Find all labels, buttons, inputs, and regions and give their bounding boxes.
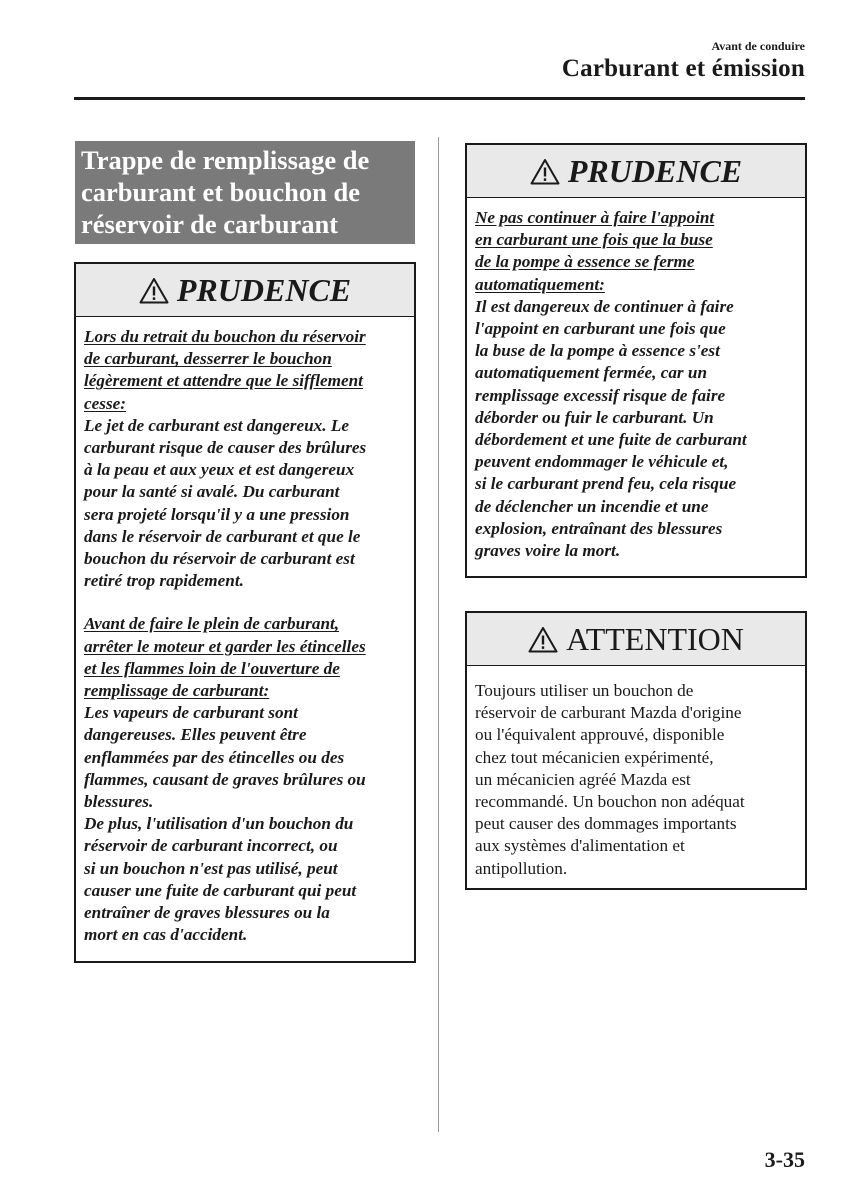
section-title-line: réservoir de carburant xyxy=(81,209,339,239)
paragraph-gap xyxy=(84,592,406,613)
body-line: De plus, l'utilisation d'un bouchon du xyxy=(84,814,354,834)
warning-triangle-icon xyxy=(139,277,169,304)
body-line: automatiquement fermée, car un xyxy=(475,363,708,383)
body-line: la buse de la pompe à essence s'est xyxy=(475,341,720,361)
body-line: ou l'équivalent approuvé, disponible xyxy=(475,725,725,745)
section-title-line: carburant et bouchon de xyxy=(81,177,361,207)
running-header-section: Avant de conduire xyxy=(711,39,805,53)
underlined-line: légèrement et attendre que le sifflement xyxy=(84,371,363,391)
body-line: si un bouchon n'est pas utilisé, peut xyxy=(84,858,338,878)
body-line: débordement et une fuite de carburant xyxy=(475,430,747,450)
body-line: aux systèmes d'alimentation et xyxy=(475,836,685,856)
body-line: mort en cas d'accident. xyxy=(84,925,248,945)
body-line: réservoir de carburant Mazda d'origine xyxy=(475,703,742,723)
body-line: antipollution. xyxy=(475,858,568,878)
body-line: retiré trop rapidement. xyxy=(84,571,244,591)
underlined-line: de carburant, desserrer le bouchon xyxy=(84,349,332,369)
body-line: recommandé. Un bouchon non adéquat xyxy=(475,792,745,812)
body-line: Toujours utiliser un bouchon de xyxy=(475,681,694,700)
body-line: à la peau et aux yeux et est dangereux xyxy=(84,460,355,480)
underlined-line: Avant de faire le plein de carburant, xyxy=(84,614,340,634)
caution-heading-label: PRUDENCE xyxy=(567,153,743,189)
body-line: dans le réservoir de carburant et que le xyxy=(84,526,361,546)
body-line: dangereuses. Elles peuvent être xyxy=(84,725,307,745)
underlined-line: Ne pas continuer à faire l'appoint xyxy=(475,208,715,227)
attention-body xyxy=(467,666,805,880)
body-line: l'appoint en carburant une fois que xyxy=(475,319,726,339)
attention-box xyxy=(465,611,807,890)
body-line: causer une fuite de carburant qui peut xyxy=(84,880,357,900)
body-line: carburant risque de causer des brûlures xyxy=(84,438,367,458)
header-rule xyxy=(74,97,805,100)
caution-heading-label: PRUDENCE xyxy=(176,272,352,308)
body-line: déborder ou fuir le carburant. Un xyxy=(475,407,714,427)
body-line: Le jet de carburant est dangereux. Le xyxy=(84,415,349,435)
body-line: un mécanicien agréé Mazda est xyxy=(475,769,691,789)
underlined-line: automatiquement: xyxy=(475,274,605,294)
warning-triangle-icon xyxy=(528,626,558,653)
section-title xyxy=(75,141,415,244)
column-divider xyxy=(438,137,439,1132)
body-line: blessures. xyxy=(84,792,154,812)
caution-body xyxy=(467,198,805,562)
underlined-line: de la pompe à essence se ferme xyxy=(475,252,695,272)
body-line: peut causer des dommages importants xyxy=(475,814,737,834)
attention-heading xyxy=(467,613,805,666)
body-line: bouchon du réservoir de carburant est xyxy=(84,549,355,569)
body-line: enflammées par des étincelles ou des xyxy=(84,747,345,767)
body-line: entraîner de graves blessures ou la xyxy=(84,903,330,923)
running-header-title: Carburant et émission xyxy=(561,55,805,82)
body-line: si le carburant prend feu, cela risque xyxy=(475,474,737,494)
body-line: Il est dangereux de continuer à faire xyxy=(475,296,734,316)
caution-heading xyxy=(76,264,414,317)
page-number: 3-35 xyxy=(764,1147,805,1172)
caution-box-refueling xyxy=(465,143,807,578)
body-line: Les vapeurs de carburant sont xyxy=(84,703,298,723)
body-line: flammes, causant de graves brûlures ou xyxy=(84,769,366,789)
body-line: chez tout mécanicien expérimenté, xyxy=(475,747,714,767)
underlined-line: remplissage de carburant: xyxy=(84,681,270,701)
body-line: graves voire la mort. xyxy=(475,541,621,561)
body-line: de déclencher un incendie et une xyxy=(475,496,709,516)
section-title-line: Trappe de remplissage de xyxy=(81,145,370,175)
underlined-line: en carburant une fois que la buse xyxy=(475,230,713,250)
underlined-line: et les flammes loin de l'ouverture de xyxy=(84,658,340,678)
underlined-line: cesse: xyxy=(84,393,126,413)
body-line: réservoir de carburant incorrect, ou xyxy=(84,836,338,856)
underlined-line: Lors du retrait du bouchon du réservoir xyxy=(84,327,366,346)
caution-heading xyxy=(467,145,805,198)
caution-body xyxy=(76,317,414,946)
body-line: pour la santé si avalé. Du carburant xyxy=(84,482,340,502)
warning-triangle-icon xyxy=(530,158,560,185)
body-line: explosion, entraînant des blessures xyxy=(475,518,723,538)
underlined-line: arrêter le moteur et garder les étincelles xyxy=(84,636,366,656)
caution-box-fuel-cap xyxy=(74,262,416,963)
attention-heading-label: ATTENTION xyxy=(566,621,744,657)
body-line: remplissage excessif risque de faire xyxy=(475,385,726,405)
body-line: peuvent endommager le véhicule et, xyxy=(475,452,729,472)
body-line: sera projeté lorsqu'il y a une pression xyxy=(84,504,350,524)
